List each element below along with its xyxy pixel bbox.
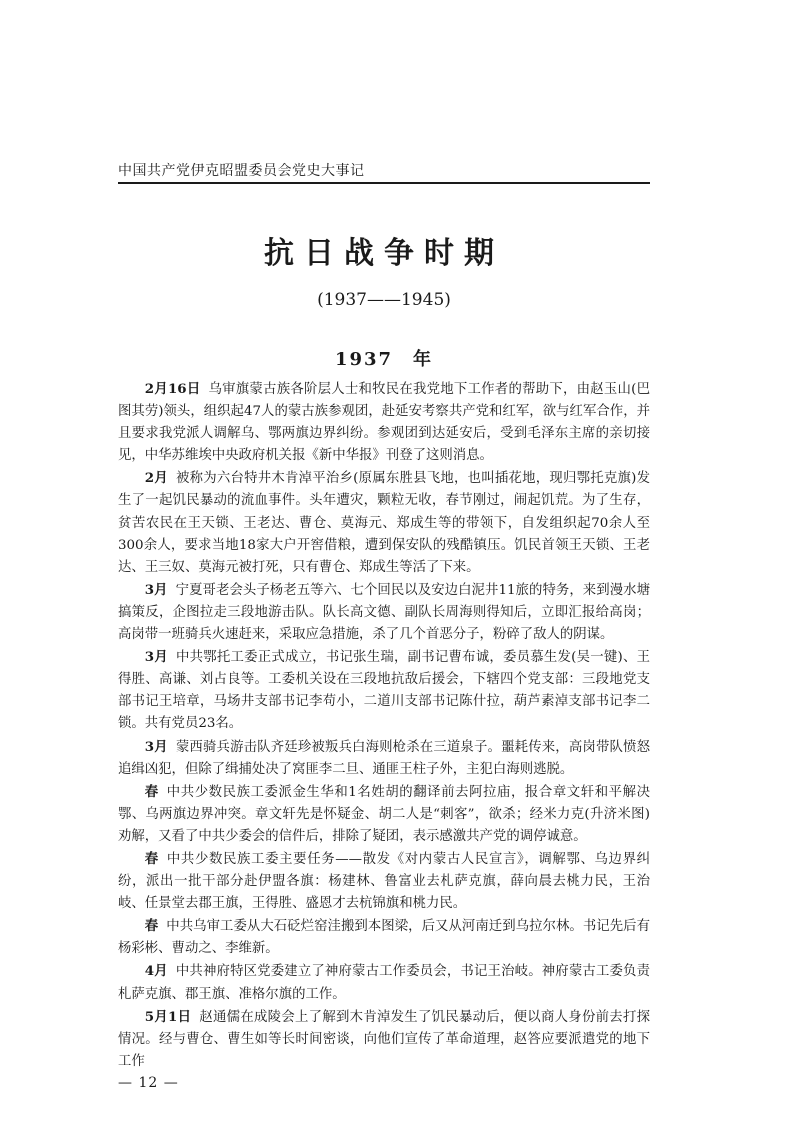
entry-date: 2月 [144, 470, 168, 487]
chronicle-entry [118, 915, 650, 960]
chronicle-entry [118, 467, 650, 578]
entry-date: 春 [144, 783, 159, 800]
entry-text: 被称为六台特井木肯淖平治乡(原属东胜县飞地，也叫插花地，现归鄂托克旗)发生了一起饥民暴动的流血事件。头年遭灾，颗粒无收，春节刚过，闹起饥荒。为了生存，贫苦农民在王天锁、王老达、曹仓、莫海元、郑成生等的带领下，自发组织起70余人至300余人，要求当地18家大户开窖借粮，遭到保安队的残酷镇压。饥民首领王天锁、王老达、王三奴、莫海元被打死，只有曹仓、郑成生等活了下来。 [118, 471, 650, 575]
entry-date: 2月16日 [144, 381, 201, 397]
chronicle-entry [118, 781, 650, 848]
entry-text: 中共少数民族工委主要任务——散发《对内蒙古人民宣言》，调解鄂、乌边界纠纷，派出一批干部分赴伊盟各旗：杨建林、鲁富业去札萨克旗，薛向晨去桃力民，王治岐、任景堂去郡王旗，王得胜、盛恩才去杭锦旗和桃力民。 [118, 851, 651, 912]
entry-date: 春 [144, 918, 159, 935]
entry-text: 赵通儒在成陵会上了解到木肯淖发生了饥民暴动后，便以商人身份前去打探情况。经与曹仓、曹生如等长时间密谈，向他们宣传了革命道理，赵答应要派遣党的地下工作 [118, 1009, 650, 1069]
entry-text: 中共乌审工委从大石砭烂窑洼搬到本图梁，后又从河南迁到乌拉尔林。书记先后有杨彩彬、曹动之、李维新。 [118, 919, 651, 957]
chronicle-entry [118, 736, 650, 781]
section-period: (1937——1945) [317, 290, 451, 310]
chronicle-entry [118, 1006, 650, 1073]
entry-date: 4月 [144, 963, 168, 980]
entry-text: 中共少数民族工委派金生华和1名姓胡的翻译前去阿拉庙，报合章文轩和平解决鄂、乌两旗边界冲突。章文轩先是怀疑金、胡二人是“刺客”，欲杀；经米力克(升济米图)劝解，又看了中共少委会的信件后，排除了疑团，表示感激共产党的调停诚意。 [118, 784, 650, 844]
chronicle-entry [118, 378, 650, 467]
entry-text: 乌审旗蒙古族各阶层人士和牧民在我党地下工作者的帮助下，由赵玉山(巴图其劳)领头，组织起47人的蒙古族参观团，赴延安考察共产党和红军，欲与红军合作，并且要求我党派人调解乌、鄂两旗边界纠纷。参观团到达延安后，受到毛泽东主席的亲切接见，中华苏维埃中央政府机关报《新中华报》刊登了这则消息。 [118, 382, 650, 464]
entry-date: 3月 [144, 581, 168, 598]
header-rule [118, 182, 650, 184]
entry-text: 蒙西骑兵游击队齐廷珍被叛兵白海则枪杀在三道泉子。噩耗传来，高岗带队愤怒追缉凶犯，但除了缉捕处决了窝匪李二旦、通匪王柱子外，主犯白海则逃脱。 [118, 739, 650, 777]
chronicle-entry [118, 579, 650, 646]
page-number: — 12 — [118, 1075, 179, 1091]
entry-date: 3月 [144, 649, 168, 666]
entry-text: 中共鄂托工委正式成立，书记张生瑞，副书记曹布诚，委员慕生发(吴一键)、王得胜、高谦、刘占良等。工委机关设在三段地抗敌后援会，下辖四个党支部：三段地党支部书记王培章，马场井支部书记李苟小，二道川支部书记陈什拉，葫芦素淖支部书记李二锁。共有党员23名。 [118, 650, 650, 732]
entry-date: 春 [144, 850, 159, 867]
year-heading: 1937 年 [334, 349, 434, 370]
entry-date: 5月1日 [144, 1008, 192, 1025]
entry-text: 中共神府特区党委建立了神府蒙古工作委员会，书记王治岐。神府蒙古工委负责札萨克旗、郡王旗、准格尔旗的工作。 [118, 964, 650, 1002]
chronicle-entry [118, 848, 650, 915]
entry-text: 宁夏哥老会头子杨老五等六、七个回民以及安边白泥井11旅的特务，来到漫水塘搞策反，企图拉走三段地游击队。队长高文德、副队长周海则得知后，立即汇报给高岗；高岗带一班骑兵火速赶来，采取应急措施，杀了几个首恶分子，粉碎了敌人的阴谋。 [118, 582, 650, 643]
chronicle-body [118, 378, 650, 1073]
entry-date: 3月 [144, 738, 168, 755]
chronicle-entry [118, 960, 650, 1005]
section-title: 抗日战争时期 [264, 236, 504, 271]
running-header: 中国共产党伊克昭盟委员会党史大事记 [118, 163, 365, 179]
chronicle-entry [118, 646, 650, 735]
